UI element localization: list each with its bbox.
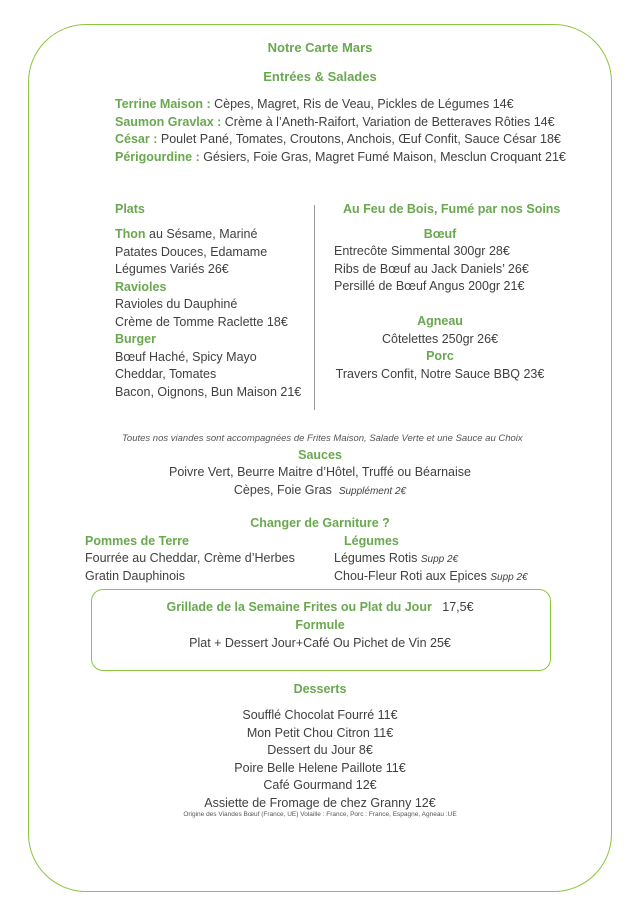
formule-heading: Formule — [295, 618, 345, 632]
plat-line: Cheddar, Tomates — [115, 367, 217, 381]
plat-line: Bœuf Haché, Spicy Mayo — [115, 349, 257, 364]
dessert-item: Soufflé Chocolat Fourré 11€ — [242, 708, 398, 722]
plat-name-burger: Burger — [115, 332, 156, 346]
boeuf-item: Persillé de Bœuf Angus 200gr 21€ — [334, 279, 525, 293]
dessert-item: Mon Petit Chou Citron 11€ — [246, 725, 394, 740]
dessert-item: Café Gourmand 12€ — [263, 778, 377, 792]
entree-desc: Crème à l’Aneth-Raifort, Variation de Betteraves Rôties 14€ — [221, 114, 555, 129]
sauces-extra: Cèpes, Foie Gras — [233, 483, 332, 497]
entree-desc: Cèpes, Magret, Ris de Veau, Pickles de Légumes 14€ — [210, 97, 514, 111]
plat-name-ravioles: Ravioles — [115, 279, 167, 294]
entree-desc: Poulet Pané, Tomates, Croutons, Anchois, Œuf Confit, Sauce César 18€ — [157, 132, 561, 146]
plat-line: Légumes Variés 26€ — [115, 262, 229, 276]
origine-note: Origine des Viandes Bœuf (France, UE) Volaille : France, Porc : France, Espagne, Agneau :UE — [183, 811, 457, 818]
plat-name-thon: Thon — [115, 227, 146, 241]
entree-item — [115, 114, 566, 132]
pdt-item: Gratin Dauphinois — [85, 568, 186, 583]
plats-heading: Plats — [115, 202, 145, 216]
boeuf-item: Entrecôte Simmental 300gr 28€ — [334, 244, 510, 258]
entree-item — [115, 131, 566, 149]
column-divider — [314, 205, 315, 410]
entree-item — [115, 149, 566, 167]
plat-line: Crème de Tomme Raclette 18€ — [115, 314, 288, 329]
legumes-item: Chou-Fleur Roti aux Epices — [334, 568, 487, 583]
legumes-list — [334, 550, 528, 585]
entree-name: Saumon Gravlax : — [115, 114, 222, 129]
garniture-heading: Changer de Garniture ? — [250, 516, 390, 530]
sauces-line-2 — [0, 483, 640, 497]
entree-name: César : — [115, 132, 158, 146]
porc-item: Travers Confit, Notre Sauce BBQ 23€ — [335, 366, 545, 381]
boeuf-heading: Bœuf — [423, 227, 457, 241]
legumes-supplement: Supp 2€ — [490, 571, 528, 583]
boeuf-list — [334, 243, 529, 296]
formule-line: Plat + Dessert Jour+Café Ou Pichet de Vin 25€ — [189, 636, 451, 650]
accompaniment-note: Toutes nos viandes sont accompagnées de Frites Maison, Salade Verte et une Sauce au Choix — [122, 433, 523, 444]
legumes-supplement: Supp 2€ — [420, 554, 459, 565]
entree-name: Périgourdine : — [115, 149, 200, 164]
entree-name: Terrine Maison : — [115, 97, 211, 111]
dessert-item: Assiette de Fromage de chez Granny 12€ — [204, 795, 436, 810]
dessert-item: Poire Belle Helene Paillote 11€ — [234, 760, 406, 775]
plat-line: au Sésame, Mariné — [145, 227, 258, 241]
feu-section — [320, 226, 560, 244]
pdt-list — [85, 550, 295, 585]
plats-list — [115, 226, 301, 401]
pdt-heading: Pommes de Terre — [85, 534, 189, 548]
grillade-price: 17,5€ — [442, 600, 474, 614]
agneau-heading: Agneau — [417, 314, 463, 328]
plat-line: Bacon, Oignons, Bun Maison 21€ — [115, 384, 302, 399]
desserts-heading: Desserts — [293, 682, 347, 696]
dessert-item: Dessert du Jour 8€ — [267, 743, 373, 757]
entrees-list — [115, 96, 566, 166]
desserts-list — [0, 707, 640, 812]
agneau-item: Côtelettes 250gr 26€ — [381, 331, 499, 346]
entree-item — [115, 96, 566, 114]
menu-title: Notre Carte Mars — [267, 40, 373, 55]
plat-line: Patates Douces, Edamame — [115, 244, 268, 259]
grillade-title: Grillade de la Semaine Frites ou Plat du Jour — [166, 600, 432, 614]
legumes-heading: Légumes — [344, 534, 399, 548]
sauces-heading: Sauces — [298, 448, 342, 462]
porc-heading: Porc — [426, 349, 454, 363]
entree-desc: Gésiers, Foie Gras, Magret Fumé Maison, Mesclun Croquant 21€ — [199, 149, 566, 164]
pdt-item: Fourrée au Cheddar, Crème d’Herbes — [85, 551, 295, 565]
plat-line: Ravioles du Dauphiné — [115, 297, 238, 311]
agneau-porc-section — [320, 313, 560, 383]
sauces-line: Poivre Vert, Beurre Maitre d’Hôtel, Truffé ou Béarnaise — [168, 465, 471, 479]
grillade-line — [0, 600, 640, 614]
legumes-item: Légumes Rotis — [334, 551, 418, 565]
boeuf-item: Ribs de Bœuf au Jack Daniels’ 26€ — [334, 261, 529, 276]
sauces-supplement: Supplément 2€ — [338, 486, 407, 497]
entrees-heading: Entrées & Salades — [263, 69, 377, 84]
feu-heading: Au Feu de Bois, Fumé par nos Soins — [343, 202, 561, 216]
